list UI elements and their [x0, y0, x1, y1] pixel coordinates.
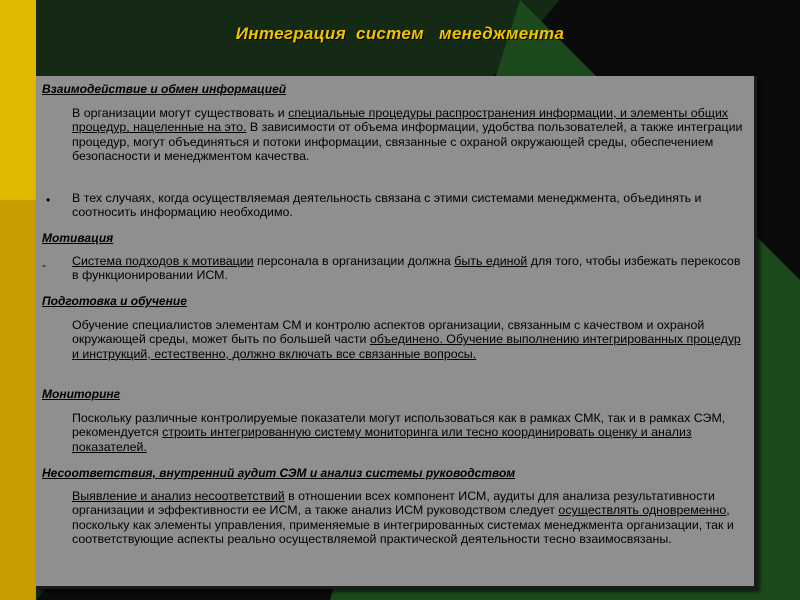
dash-marker: - — [42, 258, 46, 272]
section-heading-training: Подготовка и обучение — [42, 294, 187, 308]
paragraph-motivation: Система подходов к мотивации персонала в организации должна быть единой для того, чтобы избежать перекосов в функционировании ИСМ. — [72, 254, 741, 283]
paragraph-training: Обучение специалистов элементам СМ и контролю аспектов организации, связанным с качеством и охраной окружающей среды, может быть по большей части объединено. Обучение выполнению интегрированных процедур и инструкций, естественно, должно включать все связанные вопросы. — [72, 318, 741, 361]
paragraph-information-bullet: В тех случаях, когда осуществляемая деятельность связана с этими системами менеджмента, объединять и соотносить информацию необходимо. — [72, 191, 702, 220]
paragraph-monitoring: Поскольку различные контролируемые показатели могут использоваться как в рамках СМК, так и в рамках СЭМ, рекомендуется строить интегрированную систему мониторинга или тесно координировать оценку и анализ показателей. — [72, 411, 726, 454]
paragraph-audit: Выявление и анализ несоответствий в отношении всех компонент ИСМ, аудиты для анализа результативности организации и эффективности ее ИСМ, а также анализ ИСМ руководством следует осуществлять одновременно, поскольку как элементы управления, применяемые в интегрированных системах менеджмента организации, так и соответствующие аспекты реально осуществляемой практической деятельности тесно взаимосвязаны. — [72, 489, 734, 547]
content-panel — [36, 76, 757, 589]
section-heading-information: Взаимодействие и обмен информацией — [42, 82, 287, 96]
bullet-marker: • — [46, 193, 51, 207]
paragraph-information: В организации могут существовать и специальные процедуры распространения информации, и элементы общих процедур, нацеленные на это. В зависимости от объема информации, удобства пользователей, а также интеграции процедур, могут объединяться и потоки информации, связанные с охраной окружающей среды, обеспечением безопасности и менеджментом качества. — [72, 106, 743, 164]
slide-title: Интеграция систем менеджмента — [235, 24, 565, 43]
section-heading-monitoring: Мониторинг — [42, 387, 121, 401]
section-heading-audit: Несоответствия, внутренний аудит СЭМ и анализ системы руководством — [42, 466, 516, 480]
section-heading-motivation: Мотивация — [42, 231, 114, 245]
